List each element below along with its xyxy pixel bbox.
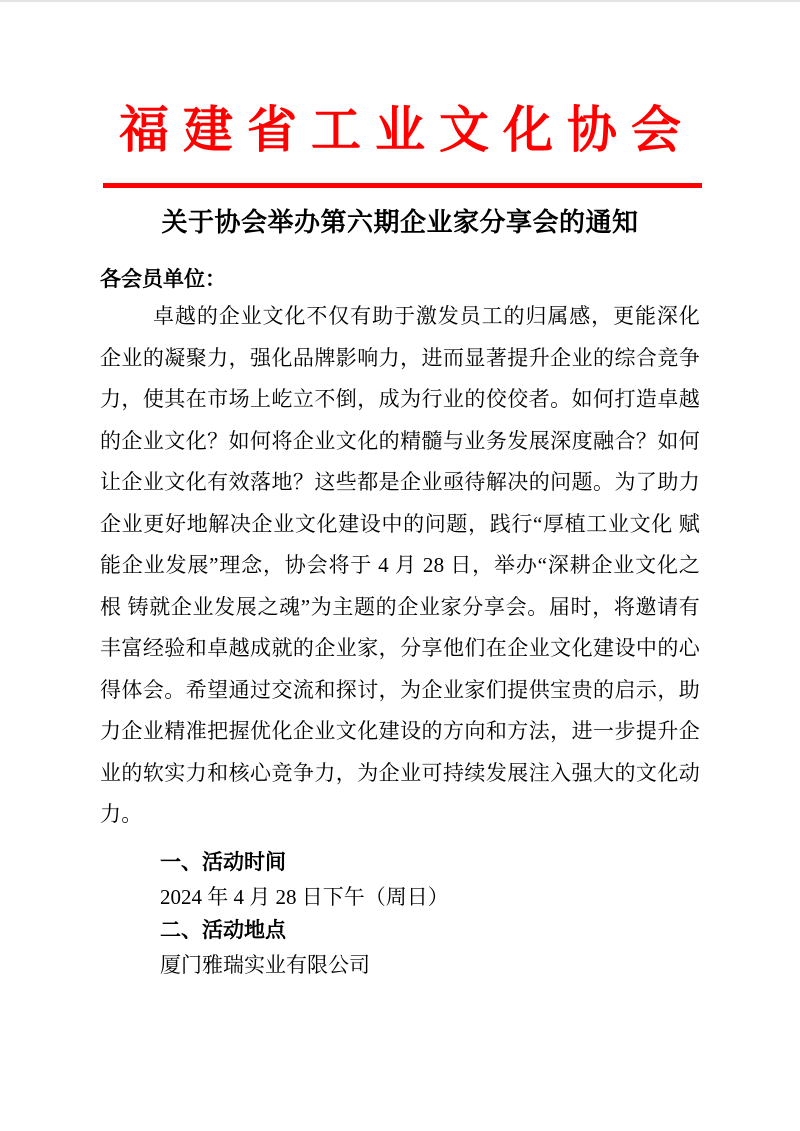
section-list (100, 846, 700, 982)
section-2-content: 厦门雅瑞实业有限公司 (160, 952, 370, 977)
section-2-heading: 二、活动地点 (160, 918, 286, 942)
letterhead-divider (103, 183, 702, 188)
notice-title: 关于协会举办第六期企业家分享会的通知 (161, 207, 639, 237)
section-1-content: 2024 年 4 月 28 日下午（周日） (160, 884, 449, 909)
notice-body (0, 207, 800, 982)
organization-name: 福建省工业文化协会 (119, 102, 695, 158)
salutation: 各会员单位： (100, 268, 226, 291)
letterhead (0, 2, 800, 188)
section-1-heading: 一、活动时间 (160, 850, 286, 874)
body-paragraph: 卓越的企业文化不仅有助于激发员工的归属感，更能深化企业的凝聚力，强化品牌影响力，进而显著提升企业的综合竞争力，使其在市场上屹立不倒，成为行业的佼佼者。如何打造卓越的企业文化？如何将企业文化的精髓与业务发展深度融合？如何让企业文化有效落地？这些都是企业亟待解决的问题。为了助力企业更好地解决企业文化建设中的问题，践行“厚植工业文化 赋能企业发展”理念，协会将于 4 月 28 日，举办“深耕企业文化之根 铸就企业发展之魂”为主题的企业家分享会。届时，将邀请有丰富经验和卓越成就的企业家，分享他们在企业文化建设中的心得体会。希望通过交流和探讨，为企业家们提供宝贵的启示，助力企业精准把握优化企业文化建设的方向和方法，进一步提升企业的软实力和核心竞争力，为企业可持续发展注入强大的文化动力。 (100, 304, 700, 826)
